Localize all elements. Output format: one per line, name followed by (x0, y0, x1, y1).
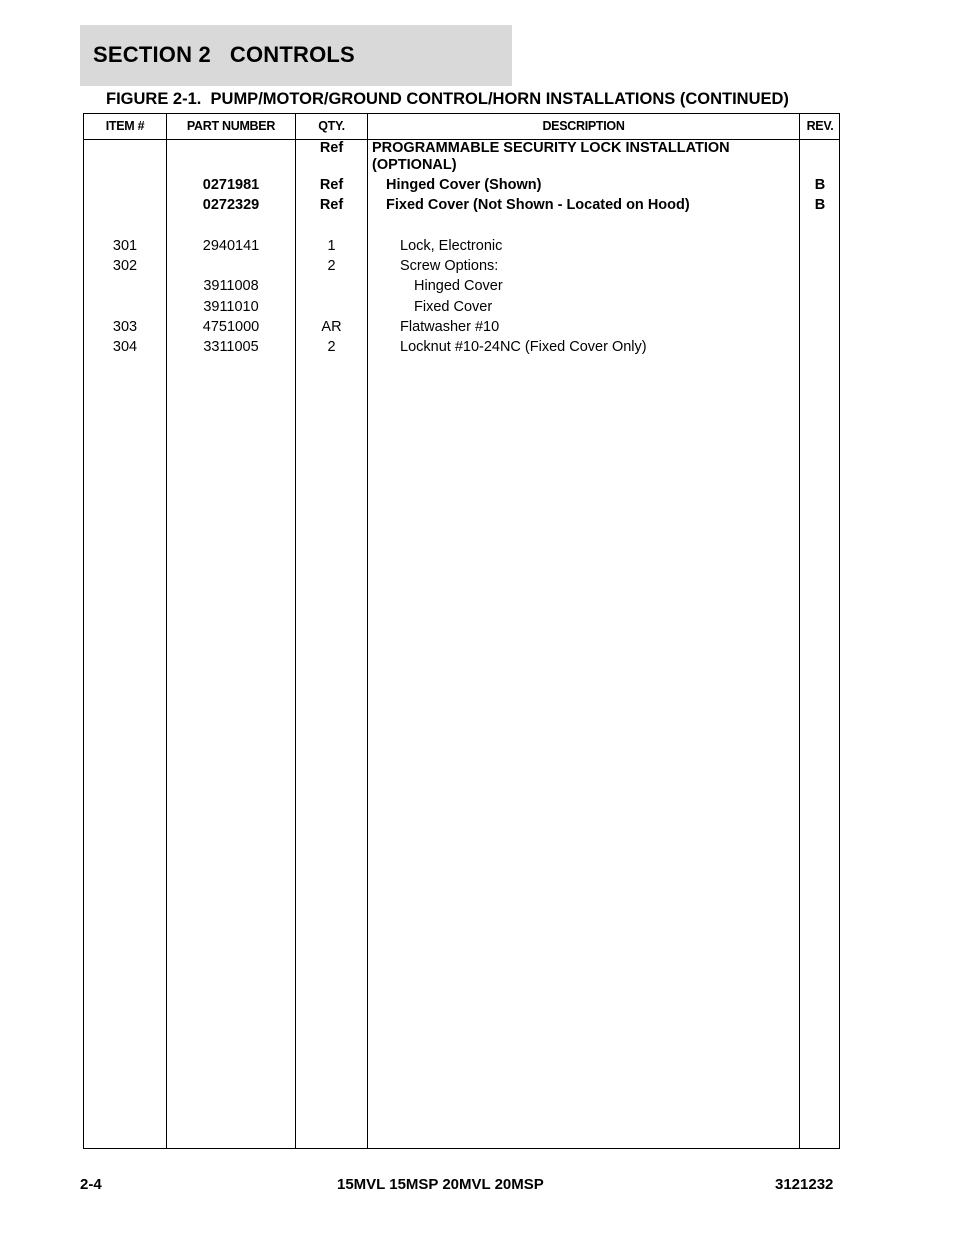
description-cell: Fixed Cover (Not Shown - Located on Hood) (386, 197, 690, 213)
column-divider (799, 114, 800, 1148)
header-description: DESCRIPTION (542, 119, 625, 133)
description-cell: Locknut #10-24NC (Fixed Cover Only) (400, 339, 647, 355)
part-number-cell: 0271981 (202, 177, 260, 193)
part-number-cell: 3911010 (203, 299, 259, 315)
description-cell: Flatwasher #10 (400, 319, 500, 335)
header-item: ITEM # (105, 119, 145, 133)
qty-cell: AR (321, 319, 342, 335)
rev-cell: B (814, 197, 826, 213)
description-cell: Hinged Cover (414, 278, 503, 294)
page-number: 2-4 (80, 1176, 102, 1193)
qty-cell: 2 (327, 339, 336, 355)
header-qty: QTY. (318, 119, 345, 133)
header-rev: REV. (806, 119, 834, 133)
parts-table (83, 113, 840, 1149)
document-number: 3121232 (775, 1176, 834, 1193)
part-number-cell: 2940141 (202, 238, 260, 254)
part-number-cell: 3311005 (203, 339, 259, 355)
figure-title: FIGURE 2-1. PUMP/MOTOR/GROUND CONTROL/HORN INSTALLATIONS (CONTINUED) (106, 90, 789, 108)
section-title: SECTION 2 CONTROLS (93, 42, 355, 67)
item-cell: 304 (112, 339, 138, 355)
part-number-cell: 0272329 (202, 197, 260, 213)
description-cell: PROGRAMMABLE SECURITY LOCK INSTALLATION (372, 140, 730, 156)
rev-cell: B (814, 177, 826, 193)
item-cell: 302 (112, 258, 138, 274)
part-number-cell: 3911008 (203, 278, 259, 294)
qty-cell: 1 (327, 238, 336, 254)
description-cell: Screw Options: (400, 258, 499, 274)
item-cell: 303 (112, 319, 138, 335)
header-part-number: PART NUMBER (186, 119, 276, 133)
part-number-cell: 4751000 (202, 319, 260, 335)
description-cell: Lock, Electronic (400, 238, 503, 254)
qty-cell: Ref (319, 140, 344, 156)
description-cell: (OPTIONAL) (372, 157, 457, 173)
description-cell: Hinged Cover (Shown) (386, 177, 542, 193)
model-list: 15MVL 15MSP 20MVL 20MSP (337, 1176, 544, 1193)
qty-cell: Ref (319, 197, 344, 213)
qty-cell: 2 (327, 258, 336, 274)
qty-cell: Ref (319, 177, 344, 193)
column-divider (166, 114, 167, 1148)
item-cell: 301 (112, 238, 138, 254)
section-banner (80, 25, 512, 86)
description-cell: Fixed Cover (414, 299, 493, 315)
